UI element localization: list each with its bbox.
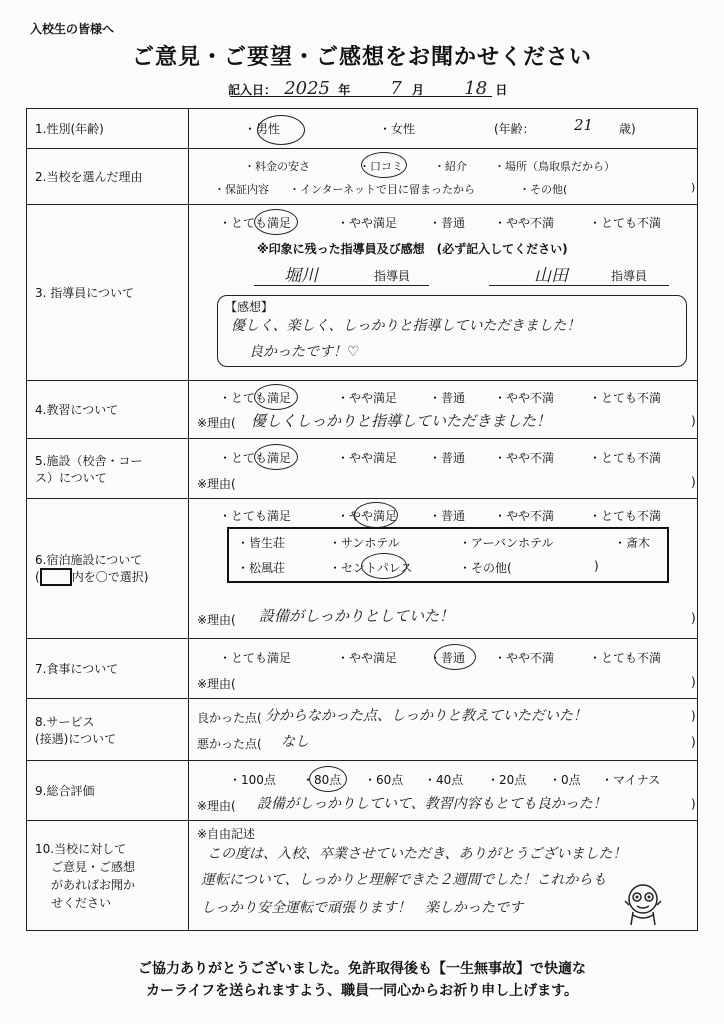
age-prefix: (年齢：: [494, 122, 535, 136]
month-unit: 月: [412, 83, 425, 97]
close-paren: ): [691, 611, 696, 625]
close-paren: ): [691, 675, 696, 689]
reason-text[interactable]: 設備がしっかりとしていた！: [259, 607, 455, 625]
q6-label-line1: 6.宿泊施設について: [35, 552, 143, 567]
scale-satisfied[interactable]: ・やや満足: [337, 451, 398, 465]
scale-neutral[interactable]: ・普通: [429, 391, 466, 405]
close-paren: ): [594, 559, 599, 573]
row-reason-choice: [27, 149, 698, 205]
circle-mark: [254, 384, 298, 410]
footer-message: [0, 958, 724, 1002]
date-day[interactable]: 18: [464, 78, 488, 99]
q8-label: [27, 699, 189, 761]
hotel-urban[interactable]: ・アーバンホテル: [459, 536, 554, 550]
circle-mark: [434, 644, 476, 670]
opt-guarantee[interactable]: ・保証内容: [214, 183, 269, 196]
impression-label: 【感想】: [225, 300, 274, 314]
row-gender-age: [27, 109, 698, 149]
score-20[interactable]: ・20点: [487, 773, 527, 787]
scale-neutral[interactable]: ・普通: [429, 509, 466, 523]
instructor1-label: 指導員: [374, 269, 411, 283]
scale-neutral[interactable]: ・普通: [429, 651, 466, 665]
row-instructor: [27, 205, 698, 381]
score-80[interactable]: ・80点: [302, 773, 342, 787]
name-line: [254, 285, 429, 286]
q5-answer: [189, 439, 698, 499]
bad-label: 悪かった点(: [197, 737, 262, 751]
scale-very-satisfied[interactable]: ・とても満足: [219, 451, 292, 465]
q8-label-line2: (接遇)について: [35, 731, 117, 746]
opt-internet[interactable]: ・インターネットで目に留まったから: [289, 183, 476, 196]
score-60[interactable]: ・60点: [364, 773, 404, 787]
opt-male[interactable]: ・男性: [244, 122, 281, 136]
q2-label: 2.当校を選んだ理由: [27, 149, 189, 205]
free-label: ※自由記述: [197, 827, 256, 841]
q3-answer: [189, 205, 698, 381]
circle-mark: [254, 444, 298, 470]
circle-mark: [354, 502, 398, 528]
comment-line2[interactable]: 運転について、しっかりと理解できた２週間でした！これからも: [201, 872, 607, 888]
q8-label-line1: 8.サービス: [35, 714, 95, 729]
hotel-other[interactable]: ・その他(: [459, 561, 512, 575]
scale-neutral[interactable]: ・普通: [429, 451, 466, 465]
close-paren: ): [691, 414, 696, 428]
greeting: 入校生の皆様へ: [30, 22, 115, 36]
score-40[interactable]: ・40点: [424, 773, 464, 787]
date-year[interactable]: 2025: [284, 78, 331, 99]
row-lessons: [27, 381, 698, 439]
q5-label-line2: ス）について: [35, 470, 107, 485]
impression-line1[interactable]: 優しく、楽しく、しっかりと指導していただきました！: [231, 318, 581, 334]
instructor2-label: 指導員: [611, 269, 648, 283]
scale-very-satisfied[interactable]: ・とても満足: [219, 509, 292, 523]
character-doodle-icon: [619, 881, 667, 927]
q6-label-line2-post: 内を〇で選択): [71, 569, 149, 584]
day-unit: 日: [495, 83, 508, 97]
q7-label: 7.食事について: [27, 639, 189, 699]
circle-mark: [361, 553, 407, 579]
q9-label: 9.総合評価: [27, 761, 189, 821]
close-paren: ): [691, 797, 696, 811]
comment-line3[interactable]: しっかり安全運転で頑張ります！ 楽しかったです: [201, 900, 523, 916]
opt-location[interactable]: ・場所（鳥取県だから）: [494, 160, 615, 173]
instructor1-name[interactable]: 堀川: [284, 266, 318, 286]
row-meals: [27, 639, 698, 699]
hotel-saiki[interactable]: ・斎木: [614, 536, 651, 550]
row-overall: [27, 761, 698, 821]
q10-label-line3: があればお聞か: [51, 877, 136, 892]
scale-satisfied[interactable]: ・やや満足: [337, 651, 398, 665]
q2-answer: [189, 149, 698, 205]
score-0[interactable]: ・0点: [549, 773, 581, 787]
scale-very-satisfied[interactable]: ・とても満足: [219, 651, 292, 665]
q10-label-line4: せください: [51, 895, 112, 910]
reason-label: ※理由(: [197, 416, 236, 430]
reason-label: ※理由(: [197, 677, 236, 691]
scale-satisfied[interactable]: ・やや満足: [337, 391, 398, 405]
impression-line2[interactable]: 良かったです！♡: [249, 344, 360, 360]
q10-label-line2: ご意見・ご感想: [51, 859, 136, 874]
q8-answer: [189, 699, 698, 761]
q9-answer: [189, 761, 698, 821]
opt-word-of-mouth[interactable]: ・口コミ: [359, 160, 403, 173]
q4-answer: [189, 381, 698, 439]
reason-label: ※理由(: [197, 477, 236, 491]
survey-form: [26, 108, 698, 931]
q1-label: 1.性別(年齢): [27, 109, 189, 149]
q6-label-line2-pre: (: [35, 569, 40, 584]
hotel-kaikesou[interactable]: ・皆生荘: [237, 536, 286, 550]
hotel-shofusou[interactable]: ・松風荘: [237, 561, 286, 575]
opt-referral[interactable]: ・紹介: [434, 160, 467, 173]
scale-very-dissatisfied[interactable]: ・とても不満: [589, 451, 662, 465]
scale-dissatisfied[interactable]: ・やや不満: [494, 451, 555, 465]
row-service: [27, 699, 698, 761]
q6-answer: [189, 499, 698, 639]
scale-satisfied[interactable]: ・やや満足: [337, 509, 398, 523]
score-100[interactable]: ・100点: [229, 773, 276, 787]
scale-dissatisfied[interactable]: ・やや不満: [494, 509, 555, 523]
page-title: ご意見・ご要望・ご感想をお聞かせください: [131, 45, 592, 70]
circle-mark: [361, 152, 407, 178]
age-suffix: 歳): [619, 122, 636, 136]
score-minus[interactable]: ・マイナス: [601, 773, 661, 787]
selection-box-icon: [40, 568, 72, 586]
opt-female[interactable]: ・女性: [379, 122, 416, 136]
scale-very-dissatisfied[interactable]: ・とても不満: [589, 391, 662, 405]
opt-price[interactable]: ・料金の安さ: [244, 160, 310, 173]
good-label: 良かった点(: [197, 711, 262, 725]
good-text[interactable]: 分からなかった点、しっかりと教えていただいた！: [265, 708, 587, 724]
scale-very-dissatisfied[interactable]: ・とても不満: [589, 651, 662, 665]
scale-dissatisfied[interactable]: ・やや不満: [494, 391, 555, 405]
q10-answer: [189, 821, 698, 931]
scale-dissatisfied[interactable]: ・やや不満: [494, 216, 555, 230]
instructor2-name[interactable]: 山田: [534, 266, 568, 286]
hotel-selection-box: [227, 527, 669, 583]
circle-mark: [254, 209, 298, 235]
close-paren: ): [691, 181, 696, 194]
q6-label: [27, 499, 189, 639]
row-facilities: [27, 439, 698, 499]
hotel-saint-palace[interactable]: ・セントパレス: [329, 561, 413, 575]
scale-very-dissatisfied[interactable]: ・とても不満: [589, 509, 662, 523]
comment-line1[interactable]: この度は、入校、卒業させていただき、ありがとうございました！: [207, 846, 627, 862]
q5-label: [27, 439, 189, 499]
row-lodging: [27, 499, 698, 639]
reason-text[interactable]: 優しくしっかりと指導していただきました！: [251, 412, 552, 430]
scale-satisfied[interactable]: ・やや満足: [337, 216, 398, 230]
q7-answer: [189, 639, 698, 699]
bad-text[interactable]: なし: [281, 734, 309, 750]
q1-answer: [189, 109, 698, 149]
q5-label-line1: 5.施設（校舎・コー: [35, 453, 143, 468]
opt-other[interactable]: ・その他(: [519, 183, 568, 196]
scale-very-dissatisfied[interactable]: ・とても不満: [589, 216, 662, 230]
q10-label-line1: 10.当校に対して: [35, 841, 127, 856]
footer-line2: カーライフを送られますよう、職員一同心からお祈り申し上げます。: [145, 983, 579, 999]
year-unit: 年: [338, 83, 351, 97]
hotel-sun[interactable]: ・サンホテル: [329, 536, 400, 550]
scale-very-satisfied[interactable]: ・とても満足: [219, 391, 292, 405]
close-paren: ): [691, 475, 696, 489]
scale-dissatisfied[interactable]: ・やや不満: [494, 651, 555, 665]
row-free-comments: [27, 821, 698, 931]
close-paren: ): [691, 735, 696, 749]
scale-neutral[interactable]: ・普通: [429, 216, 466, 230]
age-value[interactable]: 21: [574, 116, 594, 134]
instructor-note: ※印象に残った指導員及び感想 (必ず記入してください): [257, 242, 568, 256]
circle-mark: [309, 766, 347, 792]
date-month[interactable]: 7: [390, 78, 402, 99]
reason-label: ※理由(: [197, 613, 236, 627]
date-label: 記入日：: [228, 83, 277, 97]
scale-very-satisfied[interactable]: ・とても満足: [219, 216, 292, 230]
name-line: [489, 285, 669, 286]
q3-label: 3. 指導員について: [27, 205, 189, 381]
q4-label: 4.教習について: [27, 381, 189, 439]
date-underline: [230, 96, 492, 97]
circle-mark: [257, 115, 305, 145]
close-paren: ): [691, 709, 696, 723]
reason-label: ※理由(: [197, 799, 236, 813]
q10-label: [27, 821, 189, 931]
footer-line1: ご協力ありがとうございました。免許取得後も【一生無事故】で快適な: [138, 961, 586, 977]
reason-text[interactable]: 設備がしっかりしていて、教習内容もとても良かった！: [257, 796, 607, 812]
